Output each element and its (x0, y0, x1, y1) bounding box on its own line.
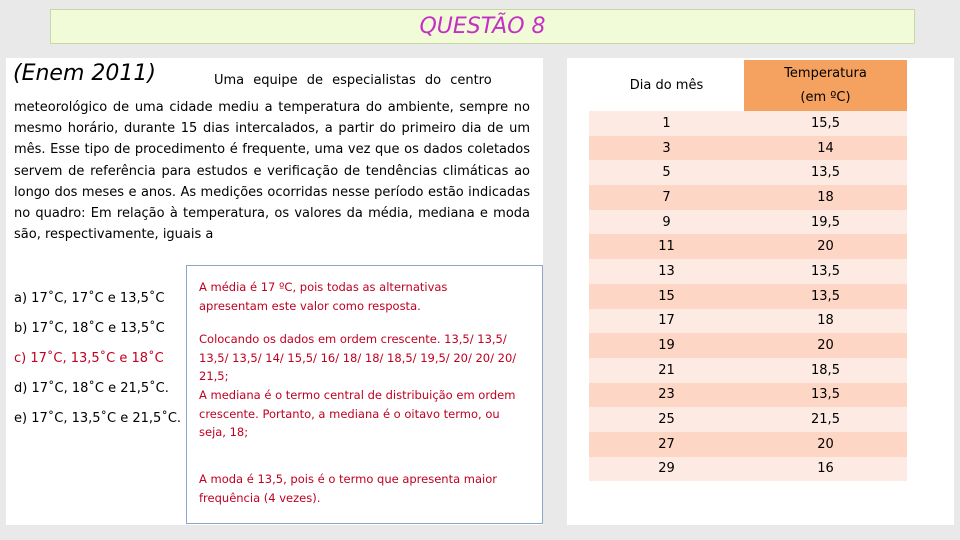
cell-day: 29 (589, 457, 744, 482)
option-b: b) 17˚C, 18˚C e 13,5˚C (14, 321, 165, 336)
cell-day: 13 (589, 259, 744, 284)
cell-day: 9 (589, 210, 744, 235)
cell-day: 27 (589, 432, 744, 457)
cell-day: 21 (589, 358, 744, 383)
question-panel (6, 58, 543, 525)
cell-temperature: 13,5 (744, 383, 907, 408)
table-row (589, 358, 907, 383)
cell-temperature: 14 (744, 136, 907, 161)
cell-day: 25 (589, 407, 744, 432)
table-row (589, 210, 907, 235)
cell-day: 3 (589, 136, 744, 161)
table-body (589, 111, 907, 481)
table-row (589, 160, 907, 185)
option-a: a) 17˚C, 17˚C e 13,5˚C (14, 291, 165, 306)
cell-temperature: 21,5 (744, 407, 907, 432)
question-paragraph: meteorológico de uma cidade mediu a temperatura do ambiente, sempre no mesmo horário, durante 15 dias intercalados, a partir do primeiro dia de um mês. Esse tipo de procedimento é frequente, uma vez que os dados coletados servem de referência para estudos e verificação de tendências climáticas ao longo dos meses e anos. As medições ocorridas nesse período estão indicadas no quadro: Em relação à temperatura, os valores da média, mediana e moda são, respectivamente, iguais a (14, 100, 530, 243)
table-row (589, 309, 907, 334)
cell-temperature: 15,5 (744, 111, 907, 136)
header-temp-line2: (em ºC) (800, 89, 851, 105)
cell-temperature: 13,5 (744, 284, 907, 309)
cell-temperature: 20 (744, 333, 907, 358)
explanation-mediana: A mediana é o termo central de distribuição em ordem crescente. Portanto, a mediana é o oitavo termo, ou seja, 18; (199, 388, 516, 439)
table-row (589, 136, 907, 161)
header-day: Dia do mês (589, 60, 744, 111)
header-temp-line1: Temperatura (784, 65, 867, 81)
table-row (589, 111, 907, 136)
table-row (589, 333, 907, 358)
explanation-media: A média é 17 ºC, pois todas as alternativas apresentam este valor como resposta. (199, 280, 448, 313)
table-row (589, 457, 907, 482)
table-row (589, 234, 907, 259)
table-row (589, 383, 907, 408)
cell-day: 15 (589, 284, 744, 309)
table-row (589, 259, 907, 284)
cell-temperature: 16 (744, 457, 907, 482)
cell-temperature: 13,5 (744, 160, 907, 185)
cell-day: 7 (589, 185, 744, 210)
header-temperature (744, 60, 907, 111)
answer-options (14, 284, 181, 434)
table-row (589, 407, 907, 432)
table-row (589, 284, 907, 309)
table-row (589, 185, 907, 210)
cell-day: 11 (589, 234, 744, 259)
table-row (589, 432, 907, 457)
question-source: (Enem 2011) (13, 61, 156, 86)
cell-temperature: 18 (744, 309, 907, 334)
explanation-box (186, 265, 543, 524)
cell-temperature: 18,5 (744, 358, 907, 383)
cell-day: 5 (589, 160, 744, 185)
title-banner (50, 9, 915, 44)
option-d: d) 17˚C, 18˚C e 21,5˚C. (14, 381, 169, 396)
cell-day: 1 (589, 111, 744, 136)
cell-temperature: 20 (744, 432, 907, 457)
table-header-row (589, 60, 907, 111)
cell-day: 19 (589, 333, 744, 358)
temperature-table (589, 60, 907, 481)
explanation-moda: A moda é 13,5, pois é o termo que apresenta maior frequência (4 vezes). (199, 472, 498, 505)
explanation-ordered: Colocando os dados em ordem crescente. 13,5/ 13,5/ 13,5/ 13,5/ 14/ 15,5/ 16/ 18/ 18/ 18,5/ 19,5/ 20/ 20/ 20/ 21,5; (199, 332, 517, 383)
data-panel (567, 58, 954, 525)
cell-day: 23 (589, 383, 744, 408)
option-e: e) 17˚C, 13,5˚C e 21,5˚C. (14, 411, 182, 426)
cell-temperature: 19,5 (744, 210, 907, 235)
cell-day: 17 (589, 309, 744, 334)
cell-temperature: 13,5 (744, 259, 907, 284)
cell-temperature: 20 (744, 234, 907, 259)
cell-temperature: 18 (744, 185, 907, 210)
question-intro: Uma equipe de especialistas do centro (214, 73, 492, 88)
question-title: QUESTÃO 8 (419, 14, 546, 39)
option-c: c) 17˚C, 13,5˚C e 18˚C (14, 351, 164, 366)
